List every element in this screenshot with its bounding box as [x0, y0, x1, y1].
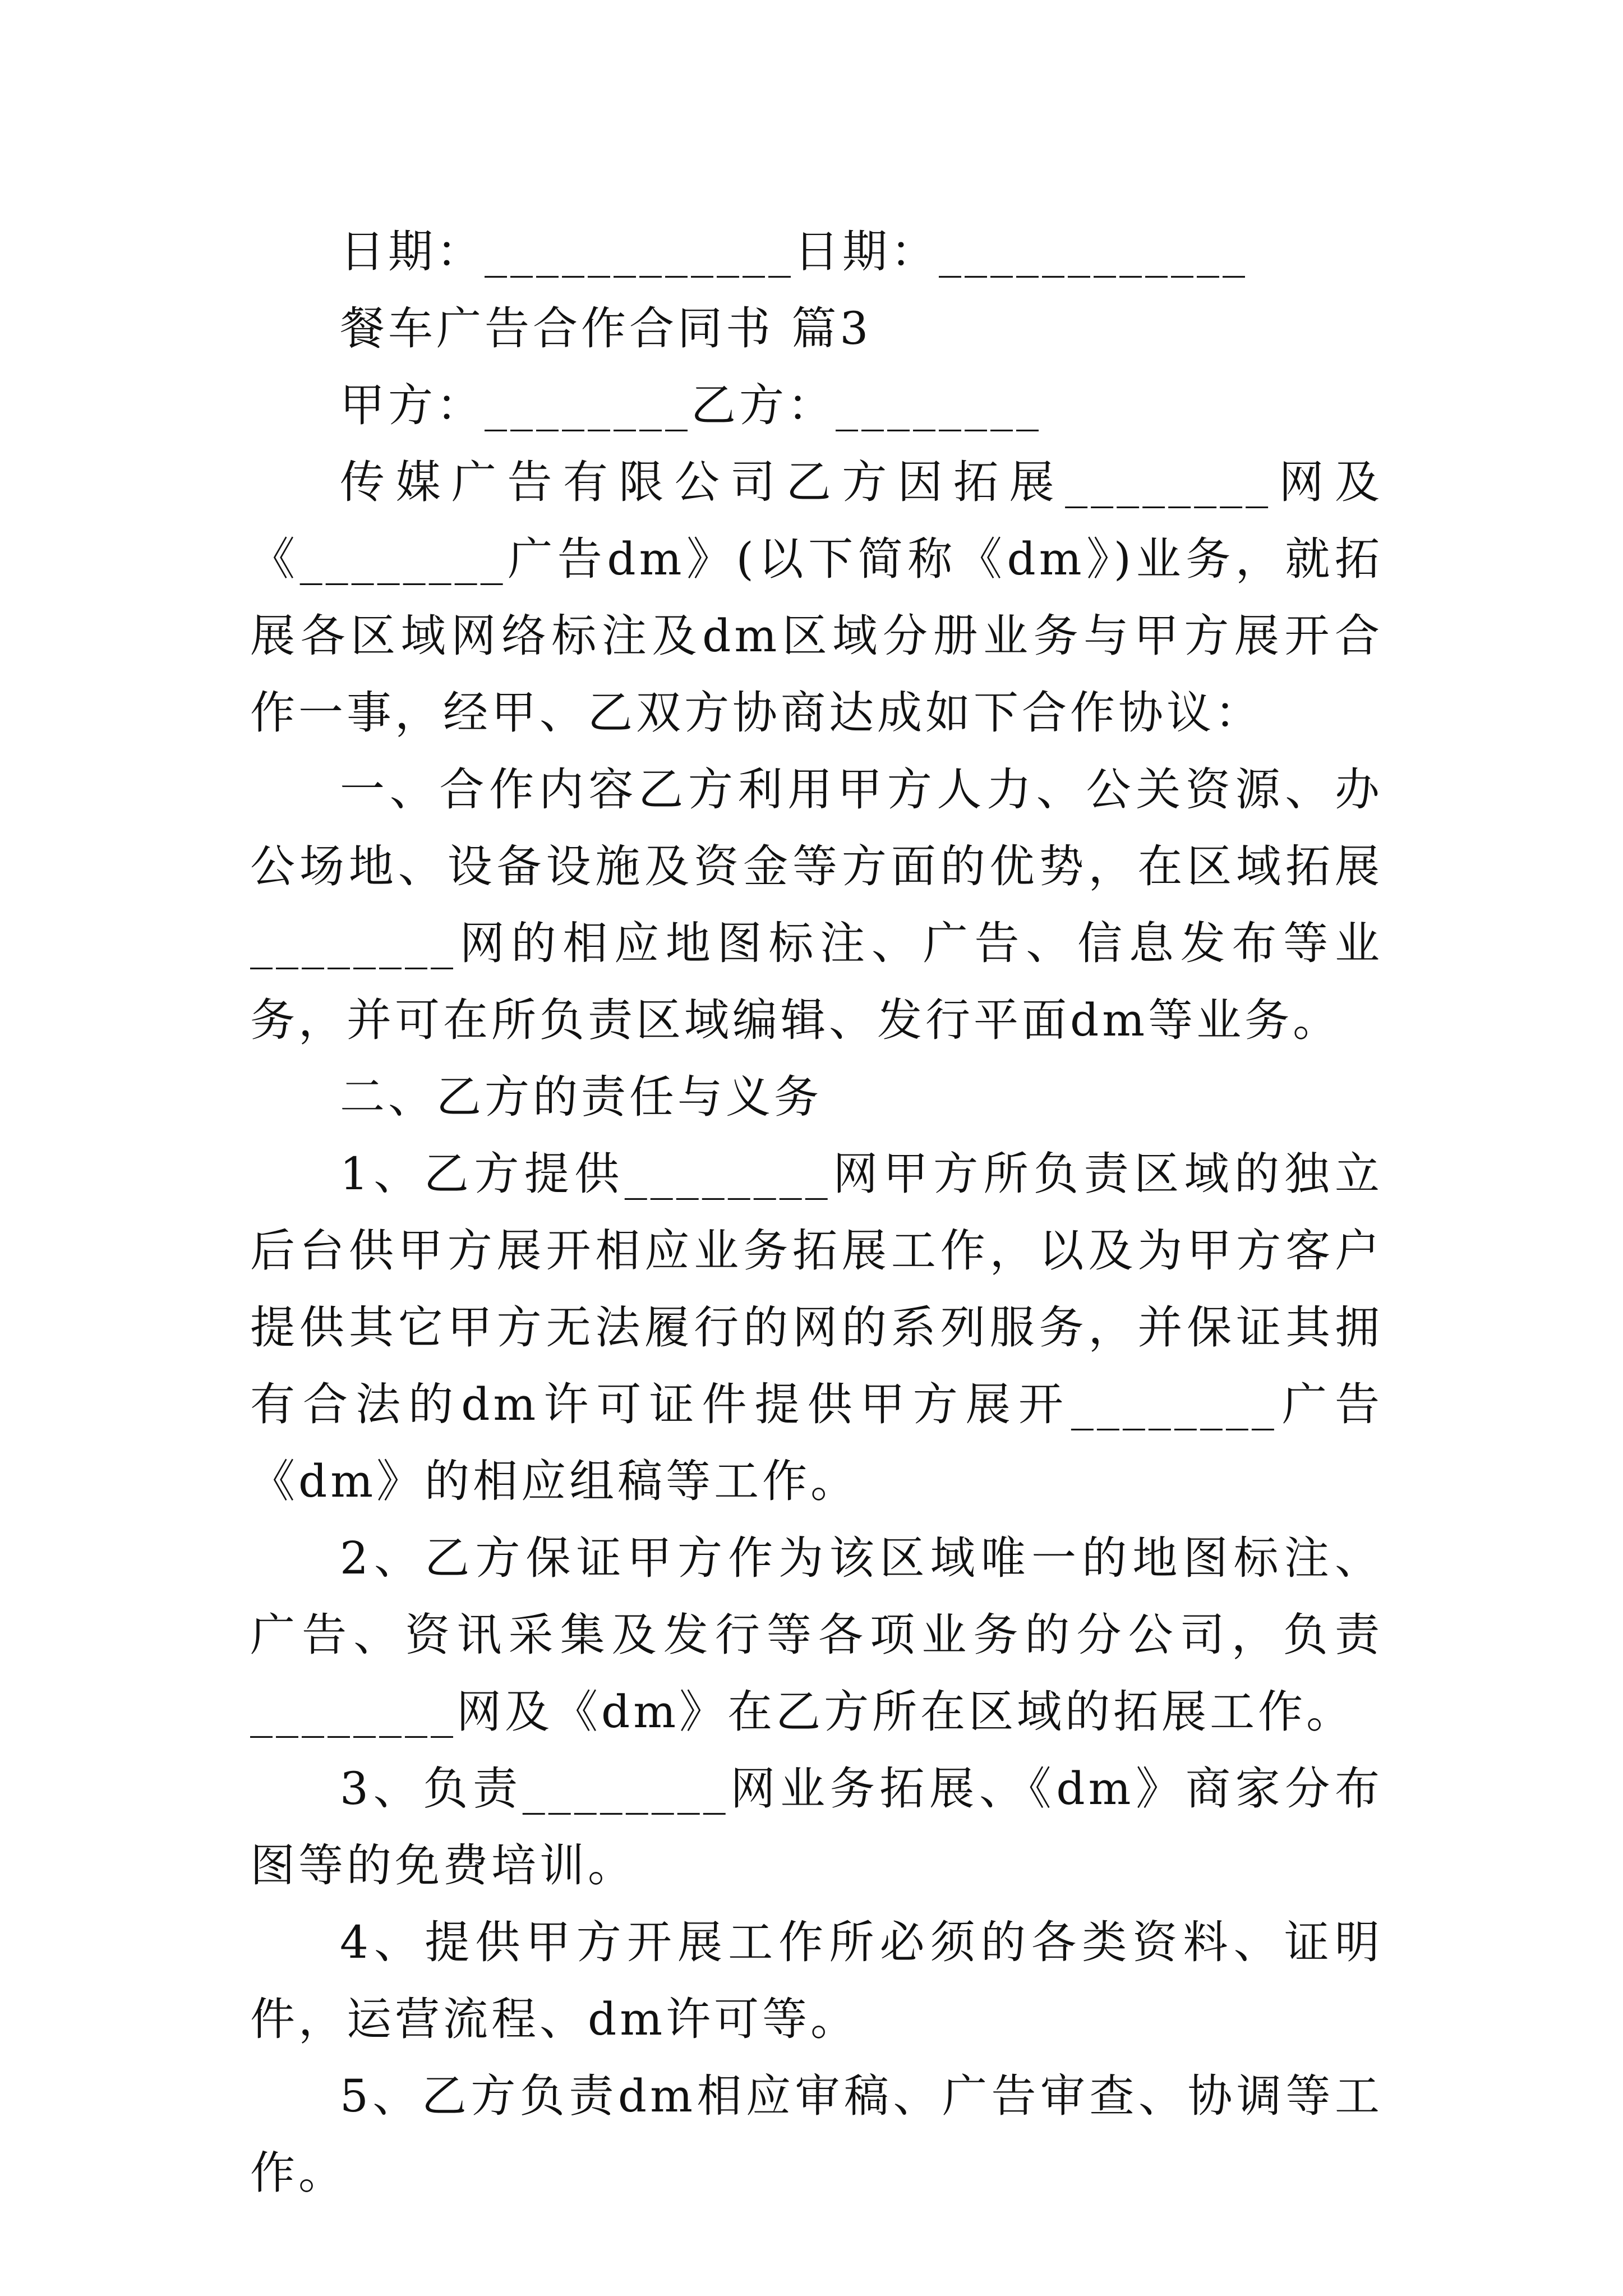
clause-item-3: 3、负责________网业务拓展、《dm》商家分布图等的免费培训。: [250, 1763, 1383, 1892]
clause-cooperation-content: 一、合作内容乙方利用甲方人力、公关资源、办公场地、设备设施及资金等方面的优势，在区域拓展________网的相应地图标注、广告、信息发布等业务，并可在所负责区域编辑、发行平面dm等业务。: [250, 763, 1383, 1046]
clause-item-1: 1、乙方提供________网甲方所负责区域的独立后台供甲方展开相应业务拓展工作，以及为甲方客户提供其它甲方无法履行的网的系列服务，并保证其拥有合法的dm许可证件提供甲方展开________广告《dm》的相应组稿等工作。: [250, 1148, 1383, 1507]
parties-line: 甲方：________乙方：________: [340, 379, 1042, 431]
clause-item-4: 4、提供甲方开展工作所必须的各类资料、证明件，运营流程、dm许可等。: [250, 1916, 1383, 2045]
clause-party-b-duties-heading: 二、乙方的责任与义务: [340, 1071, 822, 1123]
signature-date-line: 日期：____________日期：____________: [340, 226, 1248, 278]
intro-paragraph: 传媒广告有限公司乙方因拓展________网及《________广告dm》(以下简称《dm》)业务，就拓展各区域网络标注及dm区域分册业务与甲方展开合作一事，经甲、乙双方协商达成如下合作协议：: [250, 456, 1383, 739]
clause-item-5: 5、乙方负责dm相应审稿、广告审查、协调等工作。: [250, 2070, 1383, 2199]
section-heading: 餐车广告合作合同书 篇3: [340, 302, 872, 355]
document-body: [250, 213, 1383, 2211]
clause-item-2: 2、乙方保证甲方作为该区域唯一的地图标注、广告、资讯采集及发行等各项业务的分公司，负责________网及《dm》在乙方所在区域的拓展工作。: [250, 1532, 1383, 1738]
